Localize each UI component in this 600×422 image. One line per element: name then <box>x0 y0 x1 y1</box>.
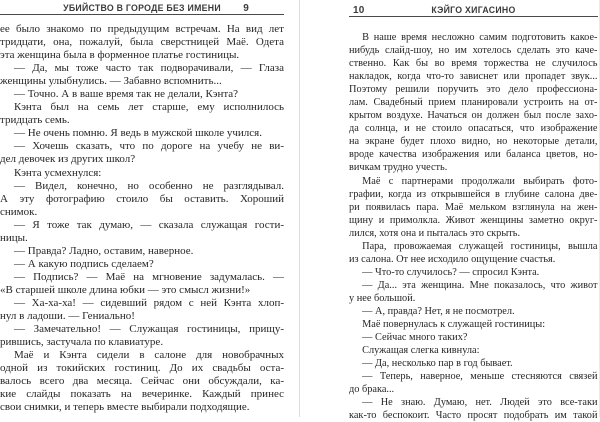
text-line: Поэтому решили поручить это дело профессиона- <box>349 83 598 96</box>
text-line: снимок. <box>0 205 38 218</box>
text-line: ницы. <box>0 231 28 244</box>
running-head-title: УБИЙСТВО В ГОРОДЕ БЕЗ ИМЕНИ <box>63 3 221 14</box>
text-line: — Видел, конечно, но особенно не разглядывал. <box>14 179 284 192</box>
text-line: — Ха-ха-ха! — сидевший рядом с ней Кэнта хлоп- <box>14 296 284 309</box>
text-line: Маё повернулась к служащей гостиницы: <box>362 318 546 331</box>
text-line: вичкам трудно учесть. <box>349 161 448 174</box>
text-line: ее было знакомо по предыдущим встречам. На вид лет <box>0 23 284 35</box>
text-line: как-то беспокоит. Часто просят подобрать им такой <box>349 409 598 422</box>
text-line: тридцати, она, пожалуй, была сверстницей Маё. Одета <box>0 36 284 49</box>
text-line: Служащая слегка кивнула: <box>362 344 480 357</box>
text-line: валось всего два месяца. Сейчас они обсуждали, ка- <box>0 375 284 388</box>
text-line: — Я тоже так думаю, — сказала служащая гости- <box>14 218 284 231</box>
header-rule <box>0 14 284 15</box>
text-line: Маё и Кэнта сидели в салоне для новобрачных <box>14 349 284 362</box>
text-line: — Не очень помню. Я ведь в мужской школе учился. <box>14 127 262 140</box>
text-line: — Да, несколько пар в год бывает. <box>362 357 513 370</box>
text-line: да солнца, и не стоило опасаться, что изображение <box>349 122 598 135</box>
text-line: Кэнта был на семь лет старше, ему исполнилось <box>14 101 284 114</box>
text-line: свои снимки, и теперь вместе выбирали подходящие. <box>0 401 250 414</box>
text-line: «В старшей школе длина юбки — это смысл жизни!» <box>0 283 251 296</box>
page-text <box>0 23 284 414</box>
text-line: ственно. Как бы во время торжества не случилось <box>349 57 598 70</box>
text-line: ри появилась пара. Маё мельком взглянула на жен- <box>349 200 598 213</box>
text-line: щину и примолкла. Живот женщины заметно округ- <box>349 213 598 226</box>
page-text <box>349 31 597 422</box>
page-number: 9 <box>243 3 249 14</box>
running-head-title: КЭЙГО ХИГАСИНО <box>431 5 516 16</box>
text-line: лился, хотя она и пыталась это скрыть. <box>349 226 521 239</box>
text-line: накладок, когда что-то зависнет или пропадет звук... <box>349 70 598 83</box>
text-line: — Правда? Ладно, оставим, наверное. <box>14 244 194 257</box>
right-running-head <box>349 0 598 17</box>
text-line: дел девочек из других школ? <box>0 153 136 166</box>
text-line: В наше время несложно самим подготовить какое- <box>362 31 598 43</box>
text-line: — А, правда? Нет, я не посмотрел. <box>362 304 515 317</box>
text-line: — Да, мы тоже часто так подворачивали, — Глаза <box>14 62 284 75</box>
header-rule <box>349 16 598 17</box>
text-line: — Да... эта женщина. Мне показалось, что живот <box>362 278 598 291</box>
text-line: — Не знаю. Думаю, нет. Людей это все-таки <box>362 396 598 409</box>
text-line: А эту фотографию стоило бы оставить. Хороший <box>0 192 284 205</box>
left-page[interactable] <box>0 0 284 417</box>
text-line: до брака... <box>349 383 395 396</box>
text-line: нибудь слайд-шоу, но им хотелось сделать это каче- <box>349 44 598 57</box>
text-line: эта женщина была в форменное платье гостиницы. <box>0 49 240 62</box>
text-line: — Теперь, наверное, меньше стесняются связей <box>362 370 598 383</box>
right-page[interactable] <box>349 0 598 422</box>
page-divider <box>299 0 300 417</box>
text-line: вроде качества изображения или баланса цветов, но- <box>349 148 598 161</box>
text-line: женщины улыбнулись. — Забавно вспомнить... <box>0 75 222 88</box>
text-line: — Сейчас много таких? <box>362 331 468 344</box>
text-line: крытом воздухе. Начаться он должен был после захо- <box>349 109 598 122</box>
text-line: лам. Свадебный прием планировали устроить на от- <box>349 96 598 109</box>
text-line: — Что-то случилось? — спросил Кэнта. <box>362 265 540 278</box>
page-number: 10 <box>353 5 365 16</box>
text-line: нул в ладоши. — Гениально! <box>0 310 135 323</box>
text-line: Кэнта усмехнулся: <box>14 166 102 179</box>
text-line: на экране будет плохо видно, но некоторые детали, <box>349 135 598 148</box>
text-line: графии, когда из открывшейся в глубине салона две- <box>349 187 598 200</box>
text-line: — Замечательно! — Служащая гостиницы, прищу- <box>14 323 284 336</box>
left-running-head <box>0 0 284 15</box>
text-line: одной из токийских гостиниц. До их свадьбы оста- <box>0 362 284 375</box>
text-line: кие слайды показать на вечеринке. Каждый принес <box>0 388 284 401</box>
text-line: — Точно. А в ваше время так не делали, Кэнта? <box>14 88 239 101</box>
text-line: Маё с партнерами продолжали выбирать фото- <box>362 174 598 187</box>
text-line: — А какую подпись сделаем? <box>14 257 154 270</box>
text-line: — Подпись? — Маё на мгновение задумалась. — <box>14 270 284 283</box>
text-line: из салона. От нее исходило ощущение счастья. <box>349 252 556 265</box>
text-line: — Хочешь сказать, что по дороге на учебу не ви- <box>14 140 284 153</box>
text-line: Пара, провожаемая служащей гостиницы, вышла <box>362 239 598 252</box>
text-line: рившись, застучала по клавиатуре. <box>0 336 164 349</box>
text-line: у нее большой. <box>349 291 416 304</box>
text-line: тридцать семь. <box>0 114 70 127</box>
